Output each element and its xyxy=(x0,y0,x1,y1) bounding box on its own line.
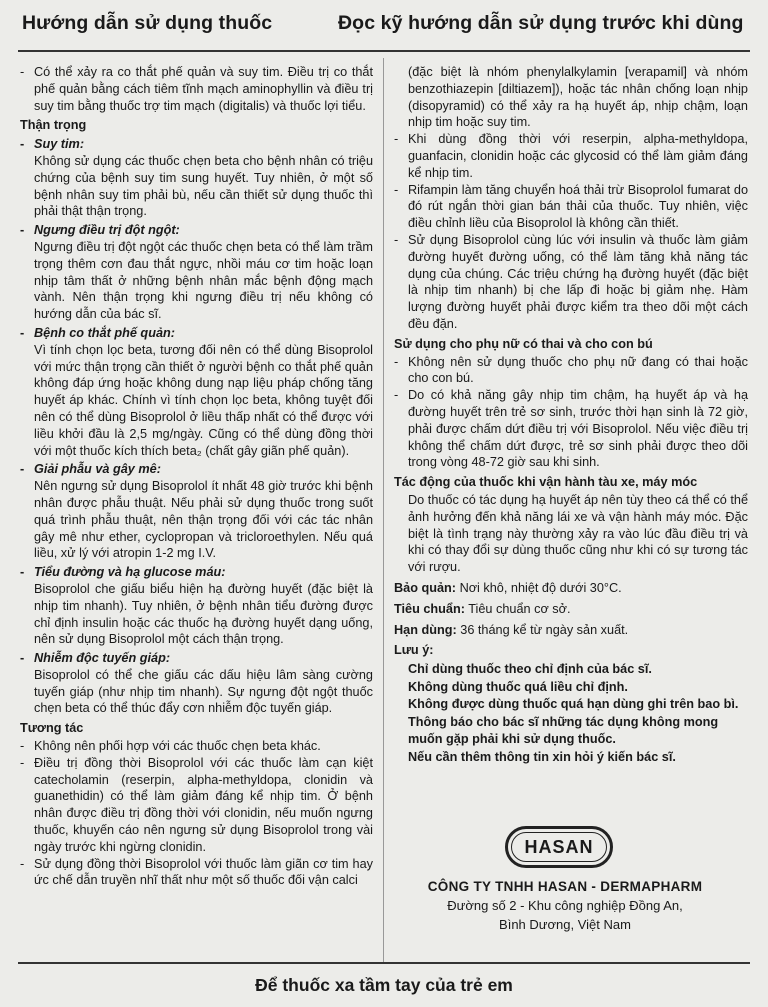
header-left-title: Hướng dẫn sử dụng thuốc xyxy=(22,12,273,34)
hasan-logo xyxy=(505,826,613,868)
pregnancy-heading: Sử dụng cho phụ nữ có thai và cho con bú xyxy=(394,336,653,351)
thyroid-text: Bisoprolol có thể che giấu các dấu hiệu lâm sàng cường tuyến giáp (như nhịp tim nhanh). Sự ngưng đột ngột thuốc chẹn beta có thể thúc đẩy cơn nhiễm độc tuyến giáp. xyxy=(34,667,373,716)
interaction-item: - Sử dụng Bisoprolol cùng lúc với insulin và thuốc làm giảm đường huyết đường uống, có thể làm tăng khả năng tác dụng của chúng. Các triệu chứng hạ đường huyết (đặc biệt là nhịp tim nhanh) bị che lấp đi hoặc bị giảm nhẹ. Hàm lượng đường huyết phải được kiểm tra theo dõi một cách đều đặn. xyxy=(394,232,748,331)
company-name: CÔNG TY TNHH HASAN - DERMAPHARM xyxy=(427,879,703,894)
interaction-item: - Không nên phối hợp với các thuốc chẹn beta khác. xyxy=(20,739,321,754)
company-address-line2: Bình Dương, Việt Nam xyxy=(499,917,631,932)
diabetes-text: Bisoprolol che giấu biểu hiện hạ đường huyết (đặc biệt là nhịp tim nhanh). Tuy nhiên, ở bệnh nhân tiểu đường được chỉ định insulin hoặc các thuốc hạ đường huyết dạng uống, nên sử dụng Bisoprolol một cách thận trọng. xyxy=(34,581,373,647)
heart-failure-text: Không sử dụng các thuốc chẹn beta cho bệnh nhân có triệu chứng của bệnh suy tim sung huyết. Tuy nhiên, ở một số bệnh nhân suy tim phải bù, nếu cần thiết sử dụng thuốc thì phải thật thận trọng. xyxy=(34,153,373,219)
expiry-row: Hạn dùng: 36 tháng kể từ ngày sản xuất. xyxy=(394,622,629,637)
column-divider xyxy=(383,58,384,963)
intro-item: - Có thể xảy ra co thắt phế quản và suy tim. Điều trị co thắt phế quản bằng cách tiêm tĩnh mạch aminophyllin và điều trị suy tim bằng thuốc trợ tim mạch (digitalis) và thuốc lợi tiểu. xyxy=(20,65,373,113)
pregnancy-item: - Do có khả năng gây nhịp tim chậm, hạ huyết áp và hạ đường huyết trên trẻ sơ sinh, trước thời hạn sinh là 72 giờ, phải được chấm dứt điều trị với Bisoprolol. Nếu việc điều trị không thể chấm dứt được, trẻ sơ sinh phải được theo dõi trong vòng 48-72 giờ sau khi sinh. xyxy=(394,388,748,470)
footer-warning: Để thuốc xa tầm tay của trẻ em xyxy=(255,975,513,995)
interaction-item: - Rifampin làm tăng chuyển hoá thải trừ Bisoprolol fumarat do đó rút ngắn thời gian bán thải của thuốc. Tuy nhiên, việc điều chỉnh liều của Bisoprolol là không cần thiết. xyxy=(394,182,748,231)
precautions-heading: Thận trọng xyxy=(20,118,87,133)
abrupt-stop-title: - Ngưng điều trị đột ngột: xyxy=(20,223,180,238)
logo-text: HASAN xyxy=(511,832,607,862)
abrupt-stop-text: Ngưng điều trị đột ngột các thuốc chẹn beta có thể làm trầm trọng thêm cơn đau thắt ngực, nhồi máu cơ tim hoặc loạn nhịp tâm thất ở những bệnh nhân mắc bệnh động mạch vành. Nên thận trọng khi ngưng điều trị nếu không có hướng dẫn của bác sĩ. xyxy=(34,239,373,322)
thyroid-title: - Nhiễm độc tuyến giáp: xyxy=(20,651,171,666)
storage-value: Nơi khô, nhiệt độ dưới 30°C. xyxy=(459,580,622,595)
pregnancy-item: - Không nên sử dụng thuốc cho phụ nữ đang có thai hoặc cho con bú. xyxy=(394,354,748,386)
interaction-item: - Sử dụng đồng thời Bisoprolol với thuốc làm giãn cơ tim hay ức chế dẫn truyền nhĩ thất như một số thuốc đối vận calci xyxy=(20,856,373,888)
standard-value: Tiêu chuẩn cơ sở. xyxy=(468,601,571,616)
anesthesia-text: Nên ngưng sử dụng Bisoprolol ít nhất 48 giờ trước khi bệnh nhân được phẫu thuật. Nếu phải sử dụng thuốc trong suốt quá trình phẫu thuật, nên thận trọng đối với các tác nhân gây mê như ether, cyclopropan và tricloroethylen. Nếu quá liều, xử lý với atropin 1-2 mg I.V. xyxy=(34,479,373,561)
header-right-title: Đọc kỹ hướng dẫn sử dụng trước khi dùng xyxy=(338,12,744,34)
note-item: Nếu cần thêm thông tin xin hỏi ý kiến bác sĩ. xyxy=(408,749,676,764)
document-header xyxy=(0,0,768,52)
interaction-item: - Điều trị đồng thời Bisoprolol với các thuốc làm cạn kiệt catecholamin (reserpin, alpha-methyldopa, clonidin và guanethidin) có thể làm giảm đáng kể nhịp tim. Ở bệnh nhân được điều trị đồng thời với clonidin, nếu muốn ngưng thuốc, khuyến cáo nên ngưng sử dụng Bisoprolol trong vài ngày trước khi ngừng clonidin. xyxy=(20,755,373,854)
notes-label: Lưu ý: xyxy=(394,643,434,658)
standard-row: Tiêu chuẩn: Tiêu chuẩn cơ sở. xyxy=(394,601,571,616)
note-item: Chỉ dùng thuốc theo chỉ định của bác sĩ. xyxy=(408,662,652,677)
interactions-heading: Tương tác xyxy=(20,721,84,736)
anesthesia-title: - Giải phẫu và gây mê: xyxy=(20,462,161,477)
footer-divider xyxy=(18,962,750,964)
note-item: Không dùng thuốc quá liều chỉ định. xyxy=(408,679,628,694)
interaction-continuation: (đặc biệt là nhóm phenylalkylamin [verapamil] và nhóm benzothiazepin [diltiazem]), hoặc tác nhân chống loạn nhịp (disopyramid) có thể xảy ra hạ huyết áp, nhịp chậm, loạn nhịp tim hoặc suy tim. xyxy=(408,65,748,130)
bronchospasm-text: Vì tính chọn lọc beta, tương đối nên có thể dùng Bisoprolol với mức thận trọng cần thiết ở người bệnh co thắt phế quản không đáp ứng hoặc không dung nạp liệu pháp chống tăng huyết áp khác. Chính vì tính chọn lọc beta, không tuyệt đối nên có thể dùng Bisoprolol ở liều thấp nhất có thể được với liều khởi đầu là 2,5 mg/ngày. Cũng có thể dùng đồng thời với một thuốc kích thích beta₂ (chất gây giãn phế quản). xyxy=(34,342,373,458)
interaction-item: - Khi dùng đồng thời với reserpin, alpha-methyldopa, guanfacin, clonidin hoặc các glycosid có thể làm giảm đáng kể nhịp tim. xyxy=(394,132,748,180)
expiry-value: 36 tháng kể từ ngày sản xuất. xyxy=(460,622,629,637)
notes-list xyxy=(408,661,748,766)
diabetes-title: - Tiểu đường và hạ glucose máu: xyxy=(20,565,226,580)
note-item: Không được dùng thuốc quá hạn dùng ghi trên bao bì. xyxy=(408,697,739,712)
header-divider xyxy=(18,50,750,52)
note-item: Thông báo cho bác sĩ những tác dụng không mong muốn gặp phải khi sử dụng thuốc. xyxy=(408,714,719,747)
driving-heading: Tác động của thuốc khi vận hành tàu xe, máy móc xyxy=(394,475,698,490)
company-address-line1: Đường số 2 - Khu công nghiệp Đồng An, xyxy=(447,898,683,913)
bronchospasm-title: - Bệnh co thắt phế quản: xyxy=(20,325,175,340)
driving-text: Do thuốc có tác dụng hạ huyết áp nên tùy theo cá thể có thể ảnh hưởng đến khả năng lái xe và vận hành máy móc. Đặc biệt là tình trạng này thường xảy ra vào lúc đầu điều trị và khi có thay đổi sự dùng thuốc cũng như khi có sự tương tác với rượu. xyxy=(408,492,748,575)
storage-row: Bảo quản: Nơi khô, nhiệt độ dưới 30°C. xyxy=(394,580,622,595)
heart-failure-title: - Suy tim: xyxy=(20,137,85,152)
left-column xyxy=(20,64,373,889)
company-info xyxy=(420,877,710,934)
right-column xyxy=(394,64,748,766)
